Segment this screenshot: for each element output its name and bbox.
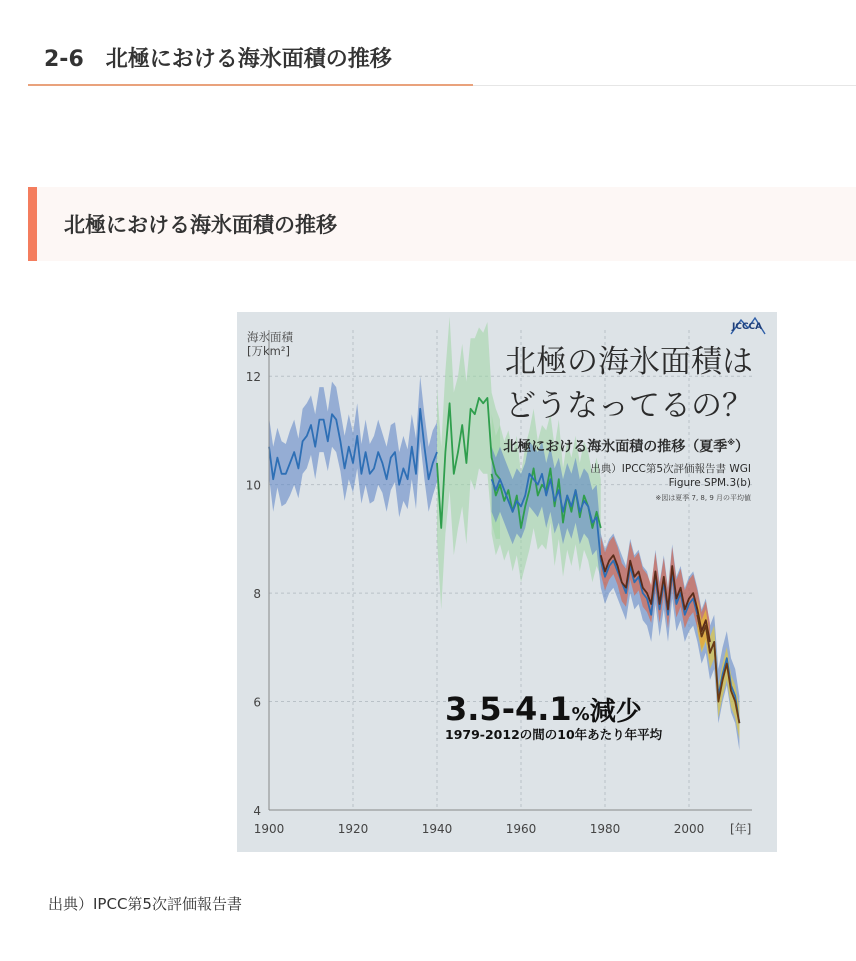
x-tick-label-1920: 1920	[337, 822, 369, 836]
source-caption: 出典）IPCC第5次評価報告書	[48, 895, 242, 913]
decrease-headline	[445, 690, 642, 728]
figure-subtitle-mark: ※	[727, 438, 735, 447]
x-tick-label-1900: 1900	[253, 822, 285, 836]
figure-source-line1: 出典）IPCC第5次評価報告書 WGI	[590, 463, 751, 475]
x-tick-label-1940: 1940	[421, 822, 453, 836]
x-tick-label-2000: 2000	[673, 822, 705, 836]
y-axis-label-line2: [万km²]	[247, 344, 290, 358]
figure-subtitle	[503, 437, 749, 455]
series-1-uncertainty-band	[437, 317, 500, 610]
section-title: 北極における海氷面積の推移	[64, 213, 337, 237]
page-heading	[28, 32, 473, 86]
section-accent-bar	[28, 187, 37, 261]
uncertainty-bands	[269, 317, 739, 751]
figure-subtitle-close: ）	[735, 439, 749, 455]
y-tick-label-8: 8	[253, 587, 261, 602]
jccca-logo	[731, 318, 765, 334]
y-tick-label-12: 12	[245, 370, 261, 385]
decrease-word: 減少	[589, 697, 642, 727]
decrease-unit: %	[571, 704, 590, 725]
logo-text: JCCCA	[732, 322, 763, 332]
sea-ice-figure	[237, 312, 777, 852]
sea-ice-chart	[237, 312, 777, 852]
section-heading	[28, 187, 856, 261]
x-axis-label: [年]	[730, 822, 752, 836]
figure-note: ※図は夏季 7, 8, 9 月の平均値	[655, 494, 751, 502]
decrease-caption: 1979-2012の間の10年あたり年平均	[445, 727, 663, 742]
decrease-value: 3.5-4.1	[445, 690, 572, 728]
y-tick-label-6: 6	[253, 695, 261, 710]
y-axis-label-line1: 海氷面積	[247, 330, 293, 344]
page-title: 2-6 北極における海氷面積の推移	[44, 47, 392, 72]
figure-source-line2: Figure SPM.3(b)	[668, 477, 751, 489]
x-tick-label-1960: 1960	[505, 822, 537, 836]
x-tick-label-1980: 1980	[589, 822, 621, 836]
y-tick-label-4: 4	[253, 804, 261, 818]
page-heading-divider	[473, 85, 856, 86]
figure-subtitle-text: 北極における海氷面積の推移（夏季	[503, 439, 728, 455]
figure-headline-line2: どうなってるの？	[505, 388, 753, 424]
y-tick-label-10: 10	[245, 478, 261, 493]
figure-headline-line1: 北極の海氷面積は	[505, 344, 753, 380]
